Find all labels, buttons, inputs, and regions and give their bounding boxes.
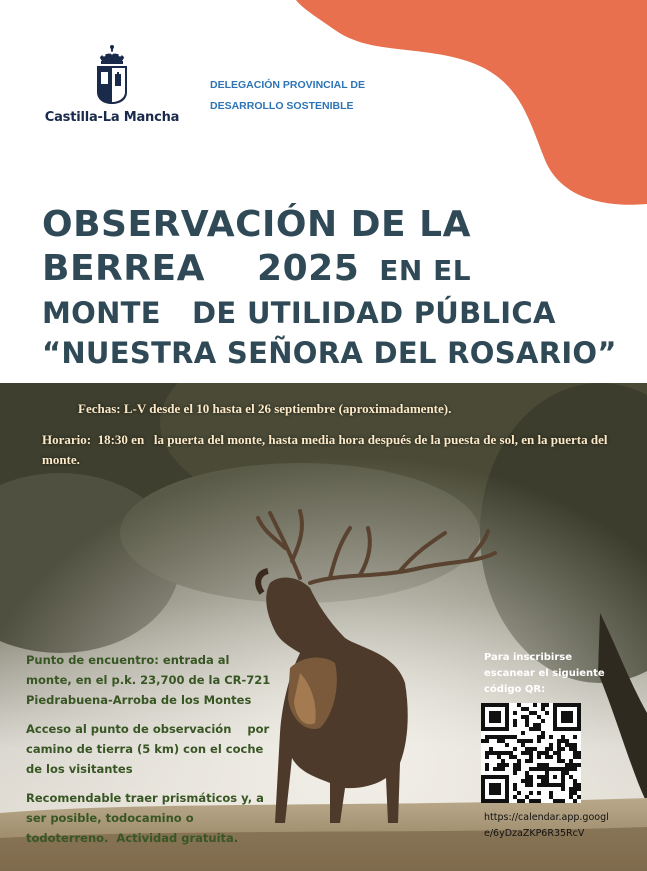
info-block: [26, 650, 276, 857]
department-line: DELEGACIÓN PROVINCIAL DE: [210, 79, 365, 91]
recommendation-text: Recomendable traer prismáticos y, a ser posible, todocamino o todoterreno. Actividad gratuita.: [26, 791, 268, 845]
title-line: OBSERVACIÓN DE LA: [42, 204, 471, 245]
meeting-point-text: Punto de encuentro: entrada al monte, en el p.k. 23,700 de la CR-721 Piedrabuena-Arroba de los Montes: [26, 653, 271, 707]
poster-title: [42, 203, 642, 373]
hours-text: Horario: 18:30 en la puerta del monte, hasta media hora después de la puesta de sol, en la puerta del monte.: [42, 432, 611, 467]
qr-url[interactable]: https://calendar.app.google/6yDzaZKP6R35RcV: [484, 812, 609, 839]
access-text: Acceso al punto de observación por camino de tierra (5 km) con el coche de los visitantes: [26, 722, 274, 776]
title-line: MONTE DE UTILIDAD PÚBLICA: [42, 296, 556, 330]
logo-text: Castilla-La Mancha: [44, 110, 180, 125]
title-line: [42, 247, 642, 293]
title-line: “NUESTRA SEÑORA DEL ROSARIO”: [42, 336, 617, 370]
title-main: BERREA 2025: [42, 248, 360, 289]
crowned-shield-icon: [94, 44, 130, 106]
department-line: DESARROLLO SOSTENIBLE: [210, 100, 354, 112]
castilla-la-mancha-logo: [42, 44, 182, 134]
qr-code[interactable]: [481, 703, 581, 803]
qr-caption: Para inscribirse escanear el siguiente código QR:: [484, 652, 605, 695]
dates-text: Fechas: L-V desde el 10 hasta el 26 septiembre (aproximadamente).: [78, 401, 452, 416]
title-small: EN EL: [379, 254, 472, 287]
qr-code-icon: [481, 703, 581, 803]
department-name: [210, 75, 410, 117]
